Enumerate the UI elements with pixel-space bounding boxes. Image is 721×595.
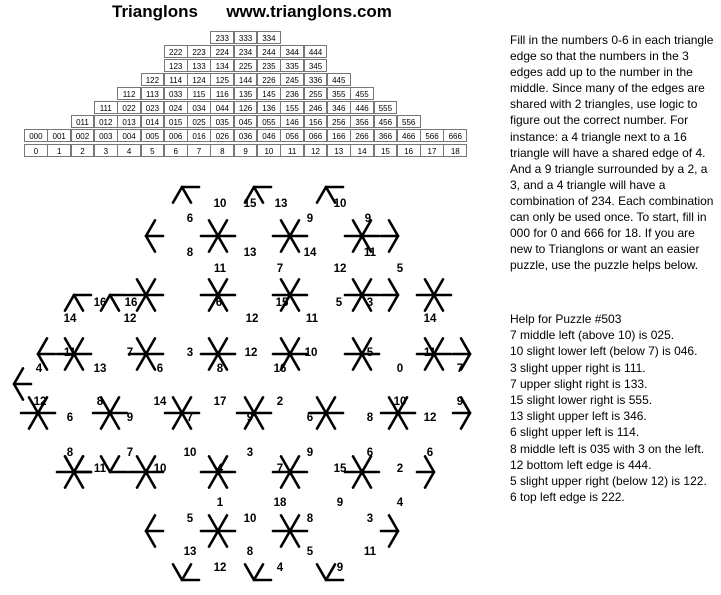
sum-cell: 1	[47, 144, 71, 157]
help-hint: 8 middle left is 035 with 3 on the left.	[510, 441, 705, 456]
combination-cell: 033	[164, 87, 188, 100]
triangle-clue: 4	[35, 363, 43, 375]
combination-cell: 455	[350, 87, 374, 100]
triangle-clue: 8	[96, 396, 104, 408]
help-heading: Help for Puzzle #503	[510, 312, 622, 326]
triangle-clue: 16	[273, 363, 287, 375]
combination-cell: 004	[117, 129, 141, 142]
triangle-clue: 16	[124, 297, 138, 309]
triangle-clue: 10	[393, 396, 407, 408]
sum-cell: 16	[397, 144, 421, 157]
help-hint: 15 slight lower right is 555.	[510, 393, 653, 408]
triangle-clue: 4	[216, 463, 224, 475]
triangle-clue: 7	[456, 363, 464, 375]
triangle-clue: 1	[216, 497, 224, 509]
triangle-clue: 12	[213, 562, 227, 574]
combination-cell: 226	[257, 73, 281, 86]
combination-cell: 046	[257, 129, 281, 142]
triangle-clue: 6	[306, 412, 314, 424]
help-hint: 6 top left edge is 222.	[510, 490, 625, 505]
edge-line	[182, 564, 191, 580]
triangle-clue: 10	[183, 447, 197, 459]
combination-cell: 111	[94, 101, 118, 114]
edge-line	[38, 338, 47, 354]
triangle-clue: 9	[336, 497, 344, 509]
triangle-clue: 11	[305, 313, 319, 325]
triangle-clue: 7	[126, 447, 134, 459]
edge-line	[14, 368, 23, 384]
triangle-clue: 17	[213, 396, 227, 408]
combination-cell: 125	[210, 73, 234, 86]
combination-cell: 356	[350, 115, 374, 128]
combination-cell: 013	[117, 115, 141, 128]
combination-cell: 055	[257, 115, 281, 128]
triangle-clue: 15	[243, 198, 257, 210]
combination-cell: 122	[141, 73, 165, 86]
edge-line	[389, 220, 398, 236]
help-hint: 12 bottom left edge is 444.	[510, 457, 652, 472]
edge-line	[110, 295, 119, 311]
combination-cell: 235	[257, 59, 281, 72]
sum-cell: 7	[187, 144, 211, 157]
combination-cell: 034	[187, 101, 211, 114]
combination-cell: 126	[234, 101, 258, 114]
combination-cell: 222	[164, 45, 188, 58]
combination-cell: 246	[304, 101, 328, 114]
edge-line	[65, 295, 74, 311]
edge-line	[254, 564, 263, 580]
combination-cell: 002	[71, 129, 95, 142]
triangle-clue: 12	[244, 347, 258, 359]
combination-cell: 135	[234, 87, 258, 100]
triangle-clue: 3	[366, 297, 374, 309]
combination-cell: 166	[327, 129, 351, 142]
combination-cell: 344	[280, 45, 304, 58]
triangle-clue: 9	[364, 213, 372, 225]
triangle-clue: 13	[274, 198, 288, 210]
combination-cell: 245	[280, 73, 304, 86]
combination-cell: 255	[304, 87, 328, 100]
combination-cell: 244	[257, 45, 281, 58]
triangle-clue: 14	[153, 396, 167, 408]
combination-cell: 022	[117, 101, 141, 114]
sum-cell: 17	[420, 144, 444, 157]
sum-cell: 14	[350, 144, 374, 157]
combination-cell: 023	[141, 101, 165, 114]
sum-cell: 4	[117, 144, 141, 157]
triangle-clue: 9	[246, 412, 254, 424]
triangle-clue: 8	[186, 247, 194, 259]
combination-cell: 346	[327, 101, 351, 114]
help-hint: 6 slight upper left is 114.	[510, 425, 640, 440]
triangle-clue: 14	[303, 247, 317, 259]
edge-line	[317, 564, 326, 580]
edge-line	[389, 515, 398, 531]
combination-cell: 446	[350, 101, 374, 114]
triangle-clue: 10	[243, 513, 257, 525]
help-hint: 7 upper slight right is 133.	[510, 376, 648, 391]
puzzle-clue-numbers	[34, 198, 464, 574]
triangle-clue: 6	[426, 447, 434, 459]
combination-cell: 045	[234, 115, 258, 128]
combination-cell: 234	[234, 45, 258, 58]
combination-cell: 144	[234, 73, 258, 86]
combination-cell: 123	[164, 59, 188, 72]
triangle-clue: 15	[275, 297, 289, 309]
help-hint: 5 slight upper right (below 12) is 122.	[510, 474, 707, 489]
combination-cell: 044	[210, 101, 234, 114]
triangle-clue: 11	[63, 347, 77, 359]
help-hint: 7 middle left (above 10) is 025.	[510, 328, 675, 343]
triangle-clue: 0	[396, 363, 404, 375]
edge-line	[74, 295, 83, 311]
edge-line	[389, 279, 398, 295]
triangle-clue: 2	[396, 463, 404, 475]
combination-cell: 124	[187, 73, 211, 86]
triangle-clue: 8	[246, 546, 254, 558]
help-hint: 10 slight lower left (below 7) is 046.	[510, 344, 698, 359]
instructions-text: Fill in the numbers 0-6 in each triangle edge so that the numbers in the 3 edges add up to the number in the middle. Since many of the edges are shared with 2 triangles, use logic to figure out the correct number. For instance: a 4 triangle next to a 16 triangle will have a shared edge of 4. And a 9 triangle surrounded by a 2, a 3, and a 4 triangle will have a combination of 234. Each combination can only be used once. To start, fill in 000 for 0 and 666 for 18. If you are new to Trianglons or want an easier puzzle, use the puzzle helps below.	[510, 33, 714, 273]
combination-cell: 556	[397, 115, 421, 128]
edge-line	[173, 564, 182, 580]
combination-cell: 000	[24, 129, 48, 142]
edge-line	[389, 236, 398, 252]
combination-cell: 115	[187, 87, 211, 100]
triangle-clue: 10	[153, 463, 167, 475]
triangle-clue: 4	[276, 562, 284, 574]
edge-line	[146, 236, 155, 252]
triangle-clue: 12	[123, 313, 137, 325]
triangle-clue: 8	[216, 363, 224, 375]
triangle-clue: 3	[246, 447, 254, 459]
triangle-clue: 12	[33, 396, 47, 408]
combination-cell: 001	[47, 129, 71, 142]
combination-cell: 444	[304, 45, 328, 58]
triangle-clue: 16	[93, 297, 107, 309]
triangle-clue: 7	[276, 463, 284, 475]
sum-cell: 13	[327, 144, 351, 157]
combination-cell: 335	[280, 59, 304, 72]
triangle-clue: 12	[333, 263, 347, 275]
combination-cell: 015	[164, 115, 188, 128]
triangle-clue: 5	[396, 263, 404, 275]
combination-cell: 156	[304, 115, 328, 128]
puzzle-grid-lines	[14, 187, 470, 580]
edge-line	[146, 220, 155, 236]
combination-cell: 133	[187, 59, 211, 72]
triangle-clue: 3	[366, 513, 374, 525]
triangle-clue: 9	[456, 396, 464, 408]
sum-cell: 15	[374, 144, 398, 157]
triangle-clue: 7	[126, 347, 134, 359]
triangle-clue: 5	[366, 347, 374, 359]
combination-cell: 466	[397, 129, 421, 142]
puzzle-help-section	[510, 311, 718, 505]
combination-cell: 012	[94, 115, 118, 128]
triangle-clue: 3	[186, 347, 194, 359]
sum-cell: 18	[443, 144, 467, 157]
sum-cell: 2	[71, 144, 95, 157]
triangle-clue: 13	[243, 247, 257, 259]
edge-line	[317, 187, 326, 203]
sum-cell: 6	[164, 144, 188, 157]
combination-cell: 006	[164, 129, 188, 142]
combination-cell: 116	[210, 87, 234, 100]
combination-cell: 566	[420, 129, 444, 142]
help-hint: 3 slight upper right is 111.	[510, 360, 646, 375]
triangle-clue: 6	[366, 447, 374, 459]
triangle-clue: 9	[306, 447, 314, 459]
sum-cell: 12	[304, 144, 328, 157]
triangle-clue: 13	[93, 363, 107, 375]
help-hint-list	[510, 327, 718, 505]
sum-cell: 3	[94, 144, 118, 157]
triangle-clue: 5	[335, 297, 343, 309]
sum-cell: 5	[141, 144, 165, 157]
triangle-clue: 14	[423, 313, 437, 325]
triangle-clue: 4	[396, 497, 404, 509]
combination-cell: 666	[443, 129, 467, 142]
combination-cell: 223	[187, 45, 211, 58]
triangle-clue: 6	[186, 213, 194, 225]
edge-line	[389, 531, 398, 547]
edge-line	[245, 564, 254, 580]
edge-line	[146, 531, 155, 547]
triangle-clue: 6	[215, 297, 223, 309]
triangle-clue: 6	[66, 412, 74, 424]
combination-cell: 456	[374, 115, 398, 128]
site-name: Trianglons	[112, 2, 198, 21]
triangle-clue: 6	[156, 363, 164, 375]
triangle-clue: 9	[306, 213, 314, 225]
combination-cell: 112	[117, 87, 141, 100]
combination-cell: 256	[327, 115, 351, 128]
triangle-clue: 11	[363, 546, 377, 558]
combination-cell: 336	[304, 73, 328, 86]
combination-cell: 056	[280, 129, 304, 142]
sum-cell: 8	[210, 144, 234, 157]
combination-cell: 025	[187, 115, 211, 128]
combination-cell: 024	[164, 101, 188, 114]
triangle-clue: 2	[276, 396, 284, 408]
triangle-clue: 7	[276, 263, 284, 275]
combination-cell: 334	[257, 31, 281, 44]
sum-cell: 11	[280, 144, 304, 157]
triangle-clue: 14	[63, 313, 77, 325]
triangle-clue: 10	[333, 198, 347, 210]
combination-cell: 113	[141, 87, 165, 100]
edge-line	[182, 187, 191, 203]
edge-line	[74, 456, 83, 472]
combination-cell: 016	[187, 129, 211, 142]
triangle-clue: 12	[245, 313, 259, 325]
edge-line	[425, 472, 434, 488]
triangle-clue: 7	[186, 412, 194, 424]
combination-cell: 224	[210, 45, 234, 58]
triangle-clue: 15	[333, 463, 347, 475]
combination-cell: 003	[94, 129, 118, 142]
help-hint: 13 slight upper left is 346.	[510, 409, 647, 424]
combination-cell: 225	[234, 59, 258, 72]
triangle-clue: 10	[213, 198, 227, 210]
combination-cell: 026	[210, 129, 234, 142]
triangle-clue: 18	[273, 497, 287, 509]
combination-cell: 136	[257, 101, 281, 114]
edge-line	[326, 564, 335, 580]
combination-cell: 555	[374, 101, 398, 114]
triangle-clue: 12	[423, 412, 437, 424]
combination-cell: 155	[280, 101, 304, 114]
combination-cell: 345	[304, 59, 328, 72]
sum-cell: 10	[257, 144, 281, 157]
combination-cell: 035	[210, 115, 234, 128]
combination-cell: 233	[210, 31, 234, 44]
combination-cell: 005	[141, 129, 165, 142]
edge-line	[173, 187, 182, 203]
triangle-clue: 8	[66, 447, 74, 459]
triangle-clue: 10	[304, 347, 318, 359]
triangle-clue: 5	[186, 513, 194, 525]
triangle-clue: 11	[93, 463, 107, 475]
edge-line	[461, 413, 470, 429]
triangle-clue: 11	[213, 263, 227, 275]
triangle-clue: 5	[306, 546, 314, 558]
site-url[interactable]: www.trianglons.com	[226, 2, 392, 21]
triangle-clue: 8	[366, 412, 374, 424]
triangle-clue: 11	[363, 247, 377, 259]
sum-cell: 0	[24, 144, 48, 157]
triangle-clue: 9	[336, 562, 344, 574]
sum-cell: 9	[234, 144, 258, 157]
combination-cell: 014	[141, 115, 165, 128]
triangle-clue: 9	[126, 412, 134, 424]
combination-cell: 114	[164, 73, 188, 86]
combination-cell: 146	[280, 115, 304, 128]
edge-line	[389, 295, 398, 311]
edge-line	[461, 338, 470, 354]
combination-cell: 445	[327, 73, 351, 86]
edge-line	[110, 456, 119, 472]
combination-cell: 134	[210, 59, 234, 72]
combination-cell: 036	[234, 129, 258, 142]
triangle-clue: 13	[183, 546, 197, 558]
combination-cell: 333	[234, 31, 258, 44]
triangle-clue: 8	[306, 513, 314, 525]
combination-cell: 266	[350, 129, 374, 142]
combination-cell: 236	[280, 87, 304, 100]
triangle-clue: 11	[423, 347, 437, 359]
combination-cell: 066	[304, 129, 328, 142]
combination-cell: 366	[374, 129, 398, 142]
combination-cell: 011	[71, 115, 95, 128]
edge-line	[146, 515, 155, 531]
combination-cell: 355	[327, 87, 351, 100]
edge-line	[14, 384, 23, 400]
combination-cell: 145	[257, 87, 281, 100]
